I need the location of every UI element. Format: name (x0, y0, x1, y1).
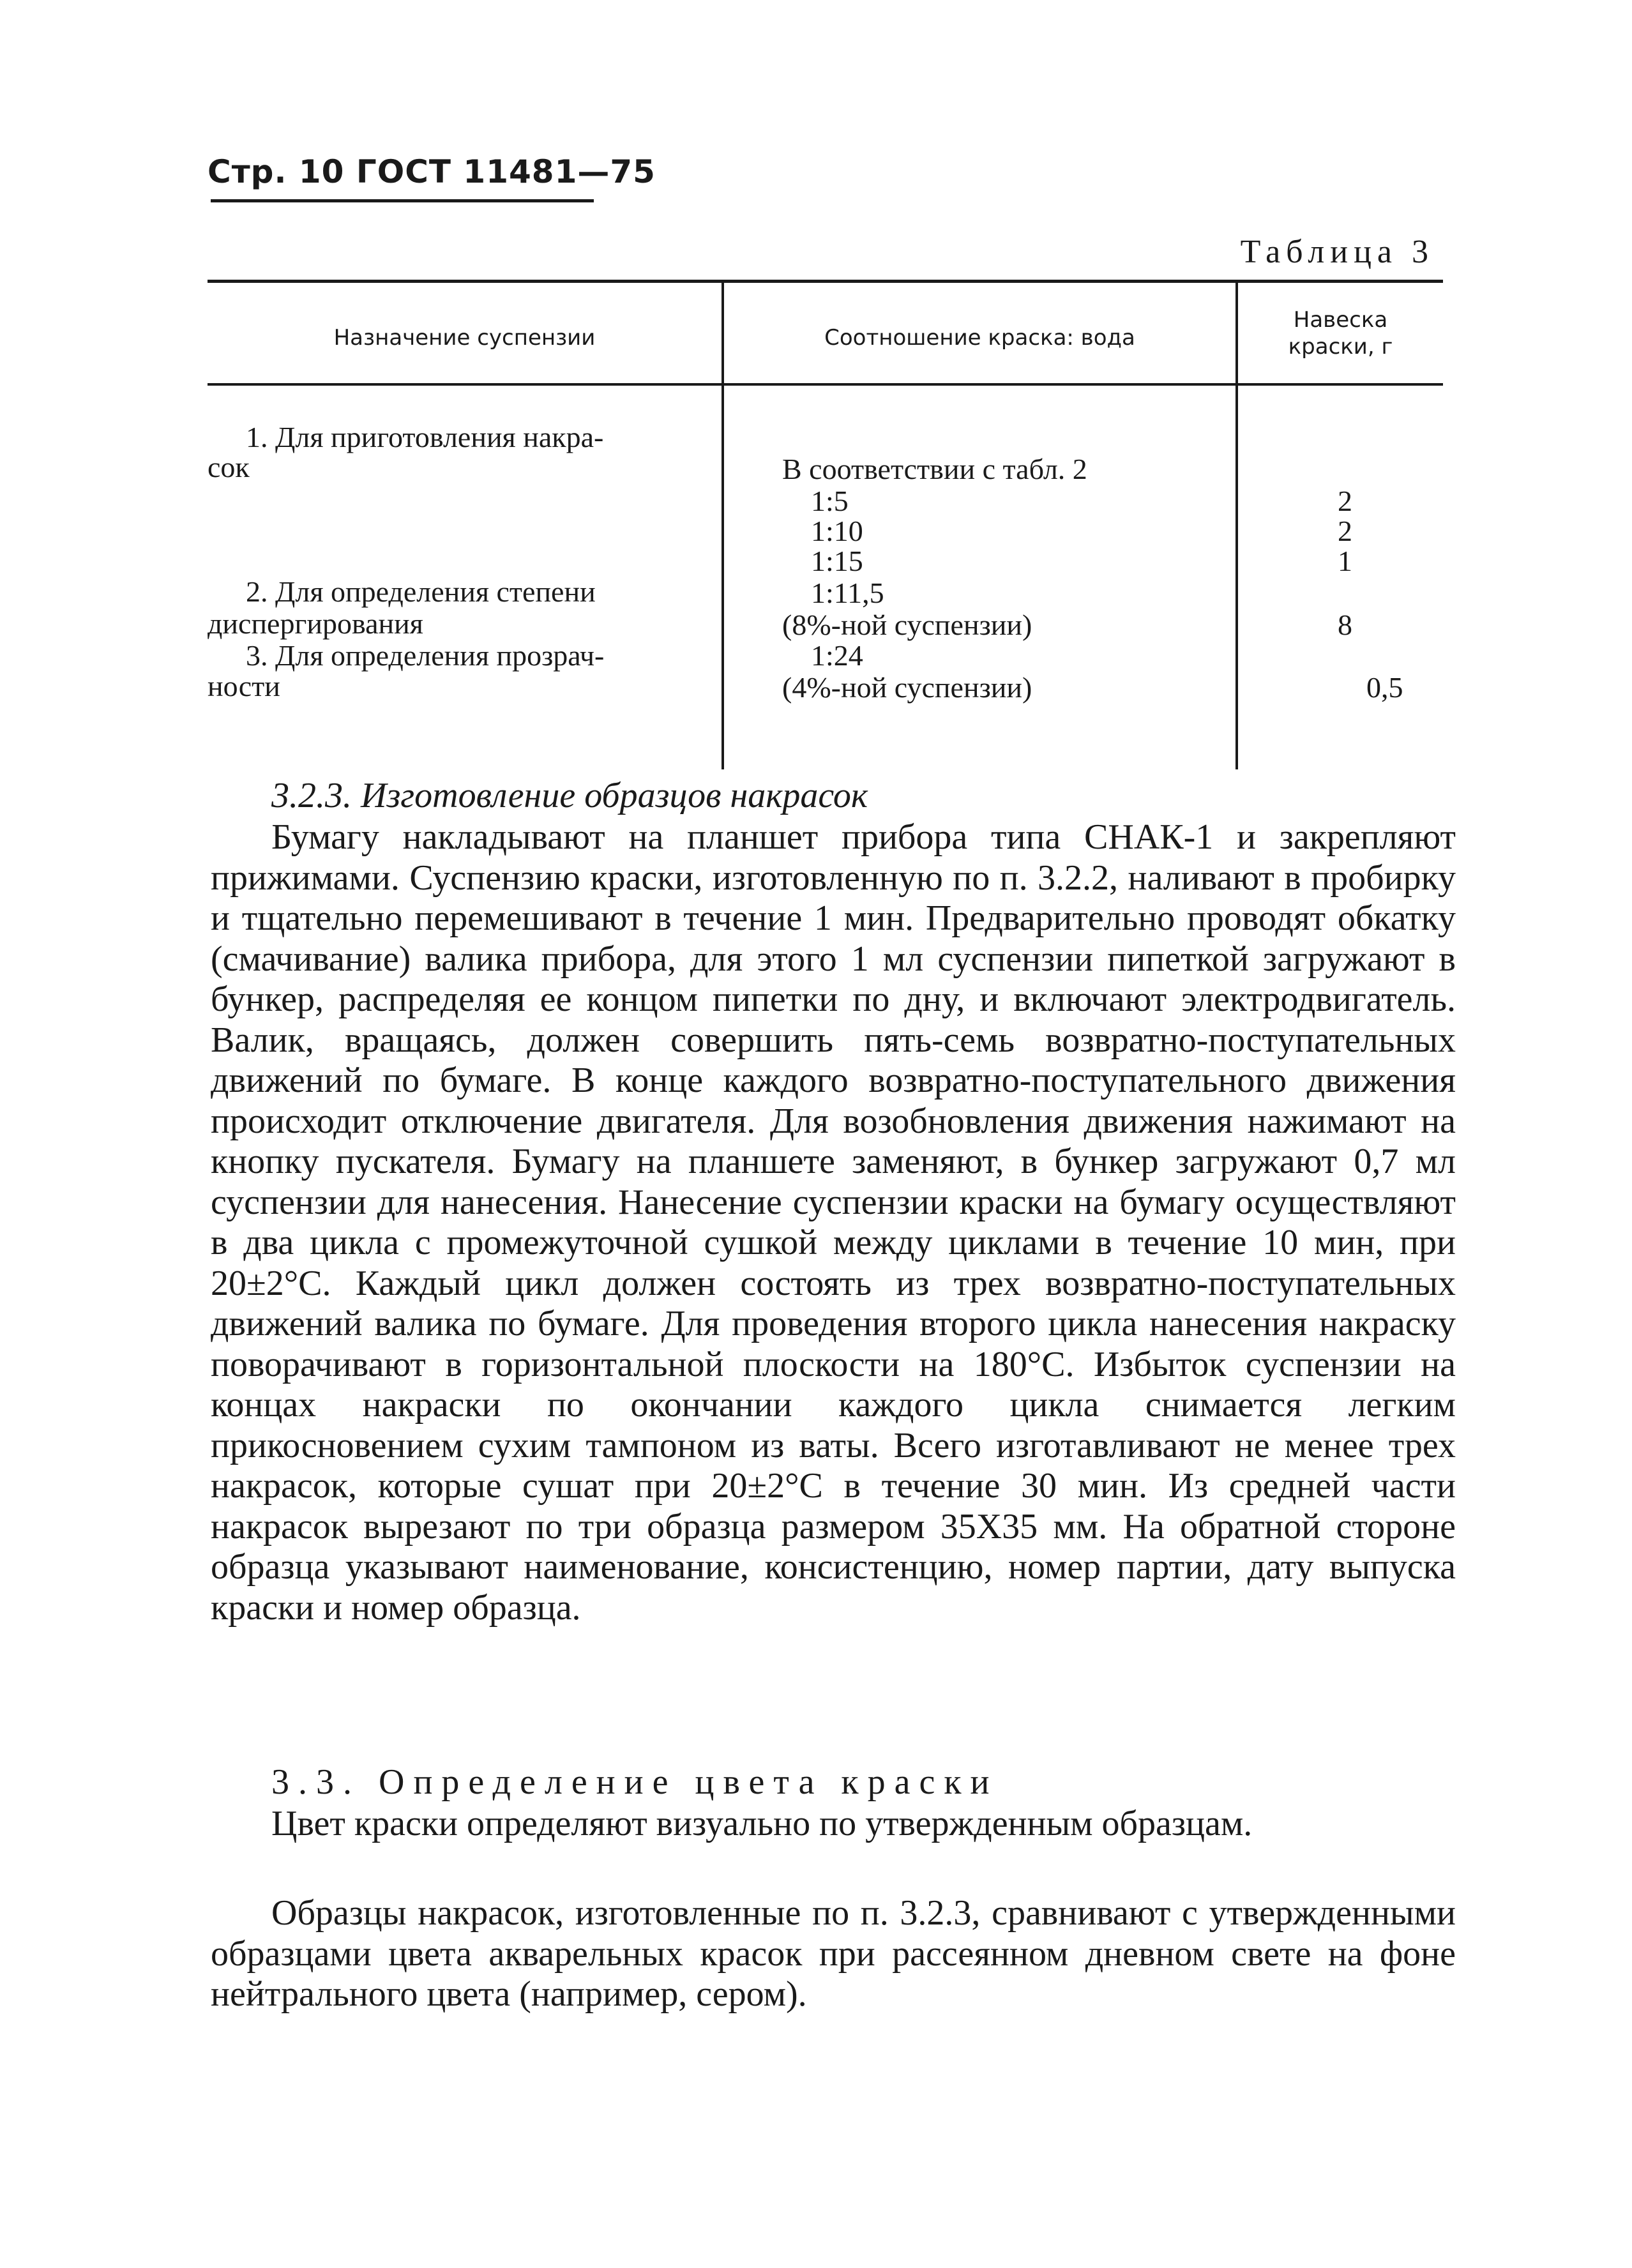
section-3-3-text-2: Образцы накрасок, изготовленные по п. 3.2.3, сравнивают с утвержденными образцами цвета акварельных красок при рассеянном дневном свете на фоне нейтрального цвета (например, сером). (211, 1893, 1456, 2014)
section-3-2-3-heading: 3.2.3. Изготовление образцов накрасок (271, 776, 868, 815)
table-top-rule (208, 280, 1443, 283)
ratio-line: (8%-ной суспензии) (782, 609, 1032, 641)
purpose-line: 2. Для определения степени (246, 575, 596, 608)
purpose-line: 1. Для приготовления накра- (246, 421, 604, 453)
ratio-line: (4%-ной суспензии) (782, 671, 1032, 704)
ratio-line: В соответствии с табл. 2 (782, 453, 1087, 485)
table-caption: Таблица 3 (1240, 234, 1434, 270)
weight-value: 0,5 (1366, 671, 1403, 704)
ratio-line: 1:5 (811, 485, 849, 517)
weight-value: 1 (1338, 545, 1352, 577)
section-3-2-3-text: Бумагу накладывают на планшет прибора типа СНАК-1 и закрепляют прижимами. Суспензию краски, изготовленную по п. 3.2.2, наливают в пробирку и тщательно перемешивают в течение 1 мин. Предварительно проводят обкатку (смачивание) валика прибора, для этого 1 мл суспензии пипеткой загружают в бункер, распределяя ее концом пипетки по дну, и включают электродвигатель. Валик, вращаясь, должен совершить пять-семь возвратно-поступательных движений по бумаге. В конце каждого возвратно-поступательного движения происходит отключение двигателя. Для возобновления движения нажимают на кнопку пускателя. Бумагу на планшете заменяют, в бункер загружают 0,7 мл суспензии для нанесения. Нанесение суспензии краски на бумагу осуществляют в два цикла с промежуточной сушкой между циклами в течение 10 мин, при 20±2°С. Каждый цикл должен состоять из трех возвратно-поступательных движений валика по бумаге. Для проведения второго цикла нанесения накраску поворачивают в горизонтальной плоскости на 180°С. Избыток суспензии на концах накраски по окончании каждого цикла снимается легким прикосновением сухим тампоном из ваты. Всего изготавливают не менее трех накрасок, которые сушат при 20±2°С в течение 30 мин. Из средней части накрасок вырезают по три образца размером 35Х35 мм. На обратной стороне образца указывают наименование, консистенцию, номер партии, дату выпуска краски и номер образца. (211, 817, 1456, 1628)
purpose-line: диспергирования (208, 607, 423, 640)
ratio-line: 1:11,5 (811, 577, 884, 609)
weight-value: 2 (1338, 485, 1352, 517)
ratio-line: 1:15 (811, 545, 863, 577)
ratio-line: 1:10 (811, 515, 863, 547)
section-3-3-heading: 3.3. Определение цвета краски (271, 1762, 999, 1802)
running-header: Стр. 10 ГОСТ 11481—75 (208, 153, 656, 190)
weight-value: 2 (1338, 515, 1352, 547)
column-header-weight: Навеска краски, г (1288, 307, 1393, 359)
purpose-line: ности (208, 670, 280, 702)
header-underline (211, 199, 594, 202)
column-header-ratio: Соотношение краска: вода (824, 325, 1135, 351)
table-header-rule (208, 383, 1443, 386)
table-column-divider-1 (722, 283, 724, 769)
column-header-purpose: Назначение суспензии (333, 325, 596, 351)
purpose-line: 3. Для определения прозрач- (246, 639, 605, 672)
weight-value: 8 (1338, 609, 1352, 641)
purpose-line: сок (208, 451, 250, 483)
ratio-line: 1:24 (811, 639, 863, 672)
section-3-3-text-1: Цвет краски определяют визуально по утвержденным образцам. (271, 1804, 1253, 1843)
